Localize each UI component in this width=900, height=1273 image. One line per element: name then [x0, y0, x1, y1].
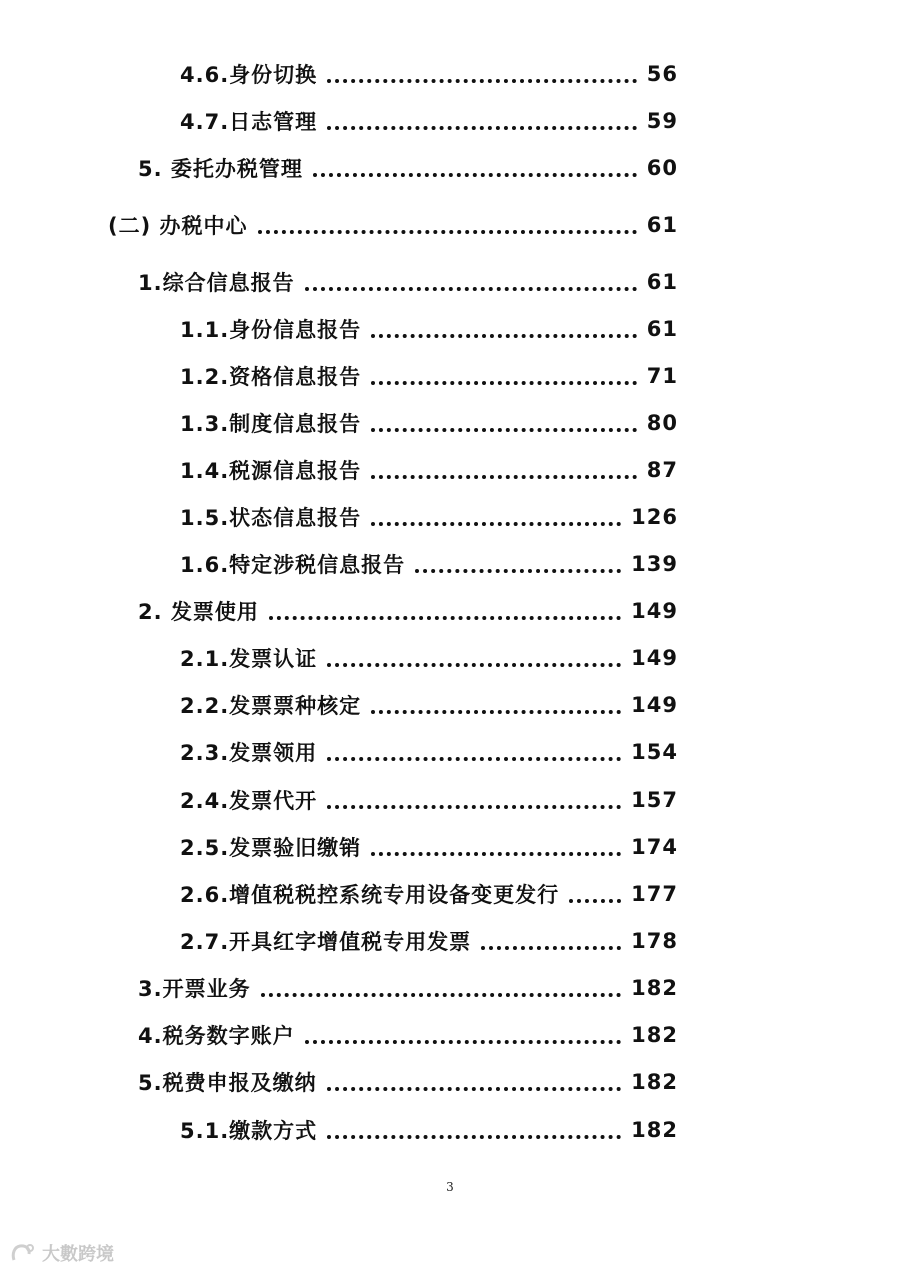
toc-entry[interactable] [180, 311, 678, 347]
toc-entry-title: 3.开票业务 [138, 977, 251, 1001]
toc-entry-title: 1.2.资格信息报告 [180, 365, 362, 389]
toc-entry-title: 2.1.发票认证 [180, 647, 318, 671]
toc-entry-page: 139 [631, 552, 678, 576]
toc-entry[interactable] [180, 923, 678, 959]
toc-entry[interactable] [138, 150, 678, 186]
toc-entry-title: 1.综合信息报告 [138, 271, 295, 295]
toc-entry[interactable] [180, 452, 678, 488]
toc-entry[interactable] [180, 876, 678, 912]
toc-entry-title: 5. 委托办税管理 [138, 157, 303, 181]
toc-entry[interactable] [108, 207, 678, 243]
toc-leader-dots [371, 381, 637, 385]
toc-leader-dots [327, 805, 621, 809]
toc-entry-page: 60 [646, 156, 678, 180]
toc-entry-title: 4.6.身份切换 [180, 63, 318, 87]
toc-entry-page: 61 [646, 213, 678, 237]
toc-entry-title: 4.7.日志管理 [180, 110, 318, 134]
toc-leader-dots [371, 852, 621, 856]
toc-entry-page: 61 [646, 317, 678, 341]
toc-leader-dots [371, 710, 621, 714]
toc-entry[interactable] [138, 593, 678, 629]
watermark-text: 大數跨境 [42, 1244, 114, 1265]
toc-entry-page: 80 [646, 411, 678, 435]
toc-entry-page: 154 [631, 740, 678, 764]
toc-entry-title: 5.1.缴款方式 [180, 1119, 318, 1143]
watermark-logo-icon [10, 1242, 36, 1264]
toc-entry[interactable] [180, 782, 678, 818]
toc-entry-page: 71 [646, 364, 678, 388]
toc-leader-dots [415, 569, 621, 573]
toc-entry[interactable] [138, 1017, 678, 1053]
toc-entry-title: 2.6.增值税税控系统专用设备变更发行 [180, 883, 560, 907]
toc-entry[interactable] [180, 56, 678, 92]
toc-leader-dots [327, 1087, 622, 1091]
toc-leader-dots [261, 993, 622, 997]
toc-leader-dots [269, 616, 621, 620]
toc-entry-page: 174 [631, 835, 678, 859]
toc-entry-page: 149 [631, 646, 678, 670]
toc-entry[interactable] [180, 1112, 678, 1148]
toc-entry[interactable] [180, 687, 678, 723]
toc-leader-dots [305, 1040, 622, 1044]
page-number: 3 [446, 1180, 454, 1194]
toc-entry-title: 1.1.身份信息报告 [180, 318, 362, 342]
toc-entry-title: 2.4.发票代开 [180, 789, 318, 813]
toc-entry-page: 59 [646, 109, 678, 133]
toc-entry-title: 2.5.发票验旧缴销 [180, 836, 362, 860]
toc-entry[interactable] [180, 499, 678, 535]
toc-entry-title: 2.2.发票票种核定 [180, 694, 362, 718]
toc-entry-title: 5.税费申报及缴纳 [138, 1071, 317, 1095]
toc-entry[interactable] [180, 734, 678, 770]
toc-leader-dots [313, 173, 637, 177]
watermark [10, 1240, 114, 1266]
toc-entry[interactable] [180, 405, 678, 441]
toc-entry-title: 1.6.特定涉税信息报告 [180, 553, 406, 577]
toc-leader-dots [327, 663, 621, 667]
toc-entry-page: 87 [646, 458, 678, 482]
toc-entry-title: 1.3.制度信息报告 [180, 412, 362, 436]
toc-leader-dots [371, 428, 637, 432]
toc-entry-page: 178 [631, 929, 678, 953]
toc-entry-title: 2.3.发票领用 [180, 741, 318, 765]
toc-leader-dots [305, 287, 637, 291]
toc-entry-page: 182 [631, 1118, 678, 1142]
toc-leader-dots [569, 899, 621, 903]
toc-leader-dots [327, 1135, 621, 1139]
toc-leader-dots [371, 475, 637, 479]
toc-leader-dots [371, 334, 637, 338]
toc-leader-dots [327, 126, 637, 130]
toc-leader-dots [481, 946, 621, 950]
toc-entry[interactable] [138, 970, 678, 1006]
toc-entry-page: 157 [631, 788, 678, 812]
toc-leader-dots [371, 522, 621, 526]
toc-entry-page: 149 [631, 693, 678, 717]
toc-entry-page: 61 [646, 270, 678, 294]
toc-leader-dots [327, 757, 621, 761]
toc-entry-page: 182 [631, 1070, 678, 1094]
toc-entry[interactable] [180, 358, 678, 394]
toc-entry-title: (二) 办税中心 [108, 214, 248, 238]
toc-entry-page: 182 [631, 976, 678, 1000]
toc-entry-title: 2. 发票使用 [138, 600, 259, 624]
toc-entry-title: 1.4.税源信息报告 [180, 459, 362, 483]
toc-entry[interactable] [180, 640, 678, 676]
toc-leader-dots [258, 230, 637, 234]
toc-entry-page: 182 [631, 1023, 678, 1047]
toc-entry[interactable] [138, 264, 678, 300]
toc-entry[interactable] [138, 1064, 678, 1100]
toc-entry-title: 4.税务数字账户 [138, 1024, 295, 1048]
toc-entry-page: 56 [646, 62, 678, 86]
toc-leader-dots [327, 79, 637, 83]
toc-entry[interactable] [180, 546, 678, 582]
toc-entry-page: 149 [631, 599, 678, 623]
toc-entry[interactable] [180, 829, 678, 865]
toc-entry-page: 126 [631, 505, 678, 529]
toc-entry-title: 2.7.开具红字增值税专用发票 [180, 930, 472, 954]
toc-entry[interactable] [180, 103, 678, 139]
toc-entry-title: 1.5.状态信息报告 [180, 506, 362, 530]
toc-entry-page: 177 [631, 882, 678, 906]
